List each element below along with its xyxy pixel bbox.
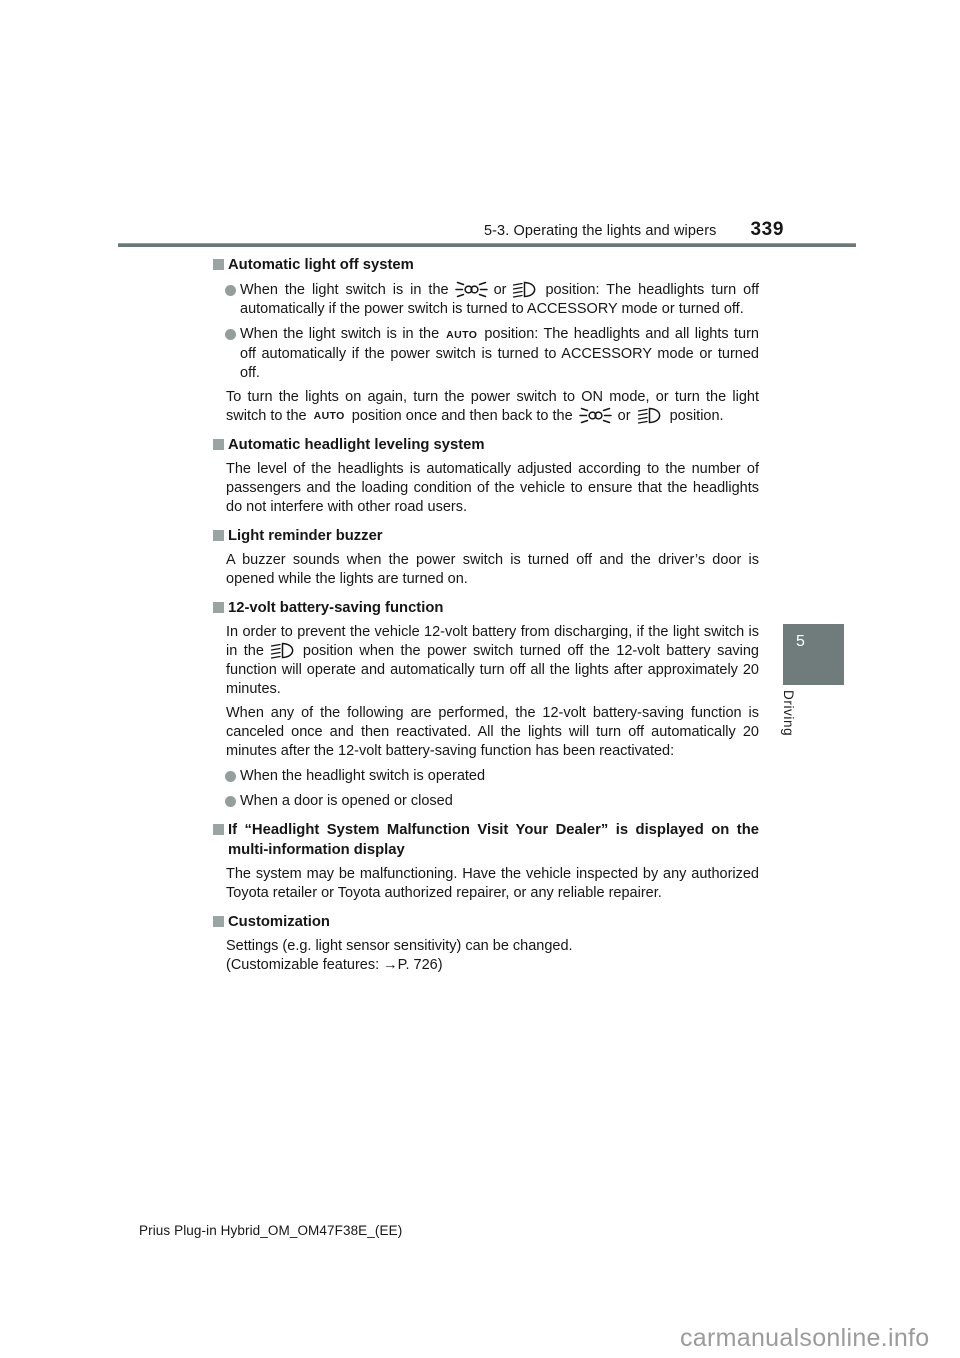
chapter-label: Driving (781, 690, 796, 737)
square-bullet-icon (213, 259, 224, 270)
watermark: carmanualsonline.info (680, 1324, 930, 1352)
dot-bullet-icon (225, 771, 236, 782)
paragraph: The level of the headlights is automatically adjusted according to the number of passengers and the loading condition of the vehicle to ensure that the headlights do not interfere with other road users. (226, 461, 759, 515)
paragraph: Settings (e.g. light sensor sensitivity) can be changed. (226, 938, 573, 954)
section-heading: 12-volt battery-saving function (213, 598, 759, 618)
paragraph: In order to prevent the vehicle 12-volt battery from discharging, if the light switch is in the position when the power switch turned off the 12-volt battery saving function will operate and automatically turn off all the lights after approximately 20 minutes. (226, 624, 759, 697)
header-section-title: 5-3. Operating the lights and wipers (483, 223, 717, 239)
dot-bullet-icon (225, 329, 236, 340)
footer-doc-code: Prius Plug-in Hybrid_OM_OM47F38E_(EE) (139, 1223, 403, 1238)
auto-mode-label: AUTO (446, 328, 478, 341)
square-bullet-icon (213, 916, 224, 927)
chapter-number: 5 (796, 633, 805, 650)
paragraph: (Customizable features: →P. 726) (226, 957, 443, 973)
list-item: When the light switch is in the AUTO position: The headlights and all lights turn off automatically if the power switch is turned to ACCESSORY mode or turned off. (213, 325, 759, 383)
section-heading: Light reminder buzzer (213, 526, 759, 546)
section-heading: Automatic headlight leveling system (213, 435, 759, 455)
dot-bullet-icon (225, 285, 236, 296)
square-bullet-icon (213, 530, 224, 541)
square-bullet-icon (213, 824, 224, 835)
list-item: When the light switch is in the or position: The headlights turn off automatically if the power switch is turned to ACCESSORY mode or turned off. (213, 281, 759, 319)
dot-bullet-icon (225, 796, 236, 807)
low-beam-icon (512, 281, 539, 298)
paragraph: To turn the lights on again, turn the power switch to ON mode, or turn the light switch to the AUTO position once and then back to the or position. (226, 388, 759, 427)
section-battery-saving (213, 598, 759, 811)
section-malfunction-message (213, 820, 759, 903)
list-item: When the headlight switch is operated (213, 767, 759, 786)
section-heading: Customization (213, 912, 759, 932)
auto-mode-label: AUTO (313, 410, 345, 422)
section-headlight-leveling (213, 435, 759, 517)
square-bullet-icon (213, 602, 224, 613)
section-heading: Automatic light off system (213, 255, 759, 275)
paragraph: A buzzer sounds when the power switch is turned off and the driver’s door is opened while the lights are turned on. (226, 552, 759, 587)
section-light-reminder-buzzer (213, 526, 759, 589)
page-number: 339 (750, 219, 784, 240)
chapter-tab (783, 624, 844, 685)
paragraph: When any of the following are performed, the 12-volt battery-saving function is canceled once and then reactivated. All the lights will turn off automatically 20 minutes after the 12-volt battery-saving function has been reactivated: (226, 705, 759, 759)
low-beam-icon (637, 407, 664, 424)
section-heading: If “Headlight System Malfunction Visit Your Dealer” is displayed on the multi-information display (213, 820, 759, 860)
list-item: When a door is opened or closed (213, 792, 759, 811)
page-header (118, 219, 784, 241)
low-beam-icon (270, 642, 297, 659)
section-customization (213, 912, 759, 975)
square-bullet-icon (213, 439, 224, 450)
tail-lights-icon (579, 407, 612, 424)
paragraph: The system may be malfunctioning. Have the vehicle inspected by any authorized Toyota retailer or Toyota authorized repairer, or any reliable repairer. (226, 866, 759, 901)
tail-lights-icon (455, 281, 488, 298)
content-column (213, 246, 759, 975)
section-automatic-light-off (213, 255, 759, 426)
